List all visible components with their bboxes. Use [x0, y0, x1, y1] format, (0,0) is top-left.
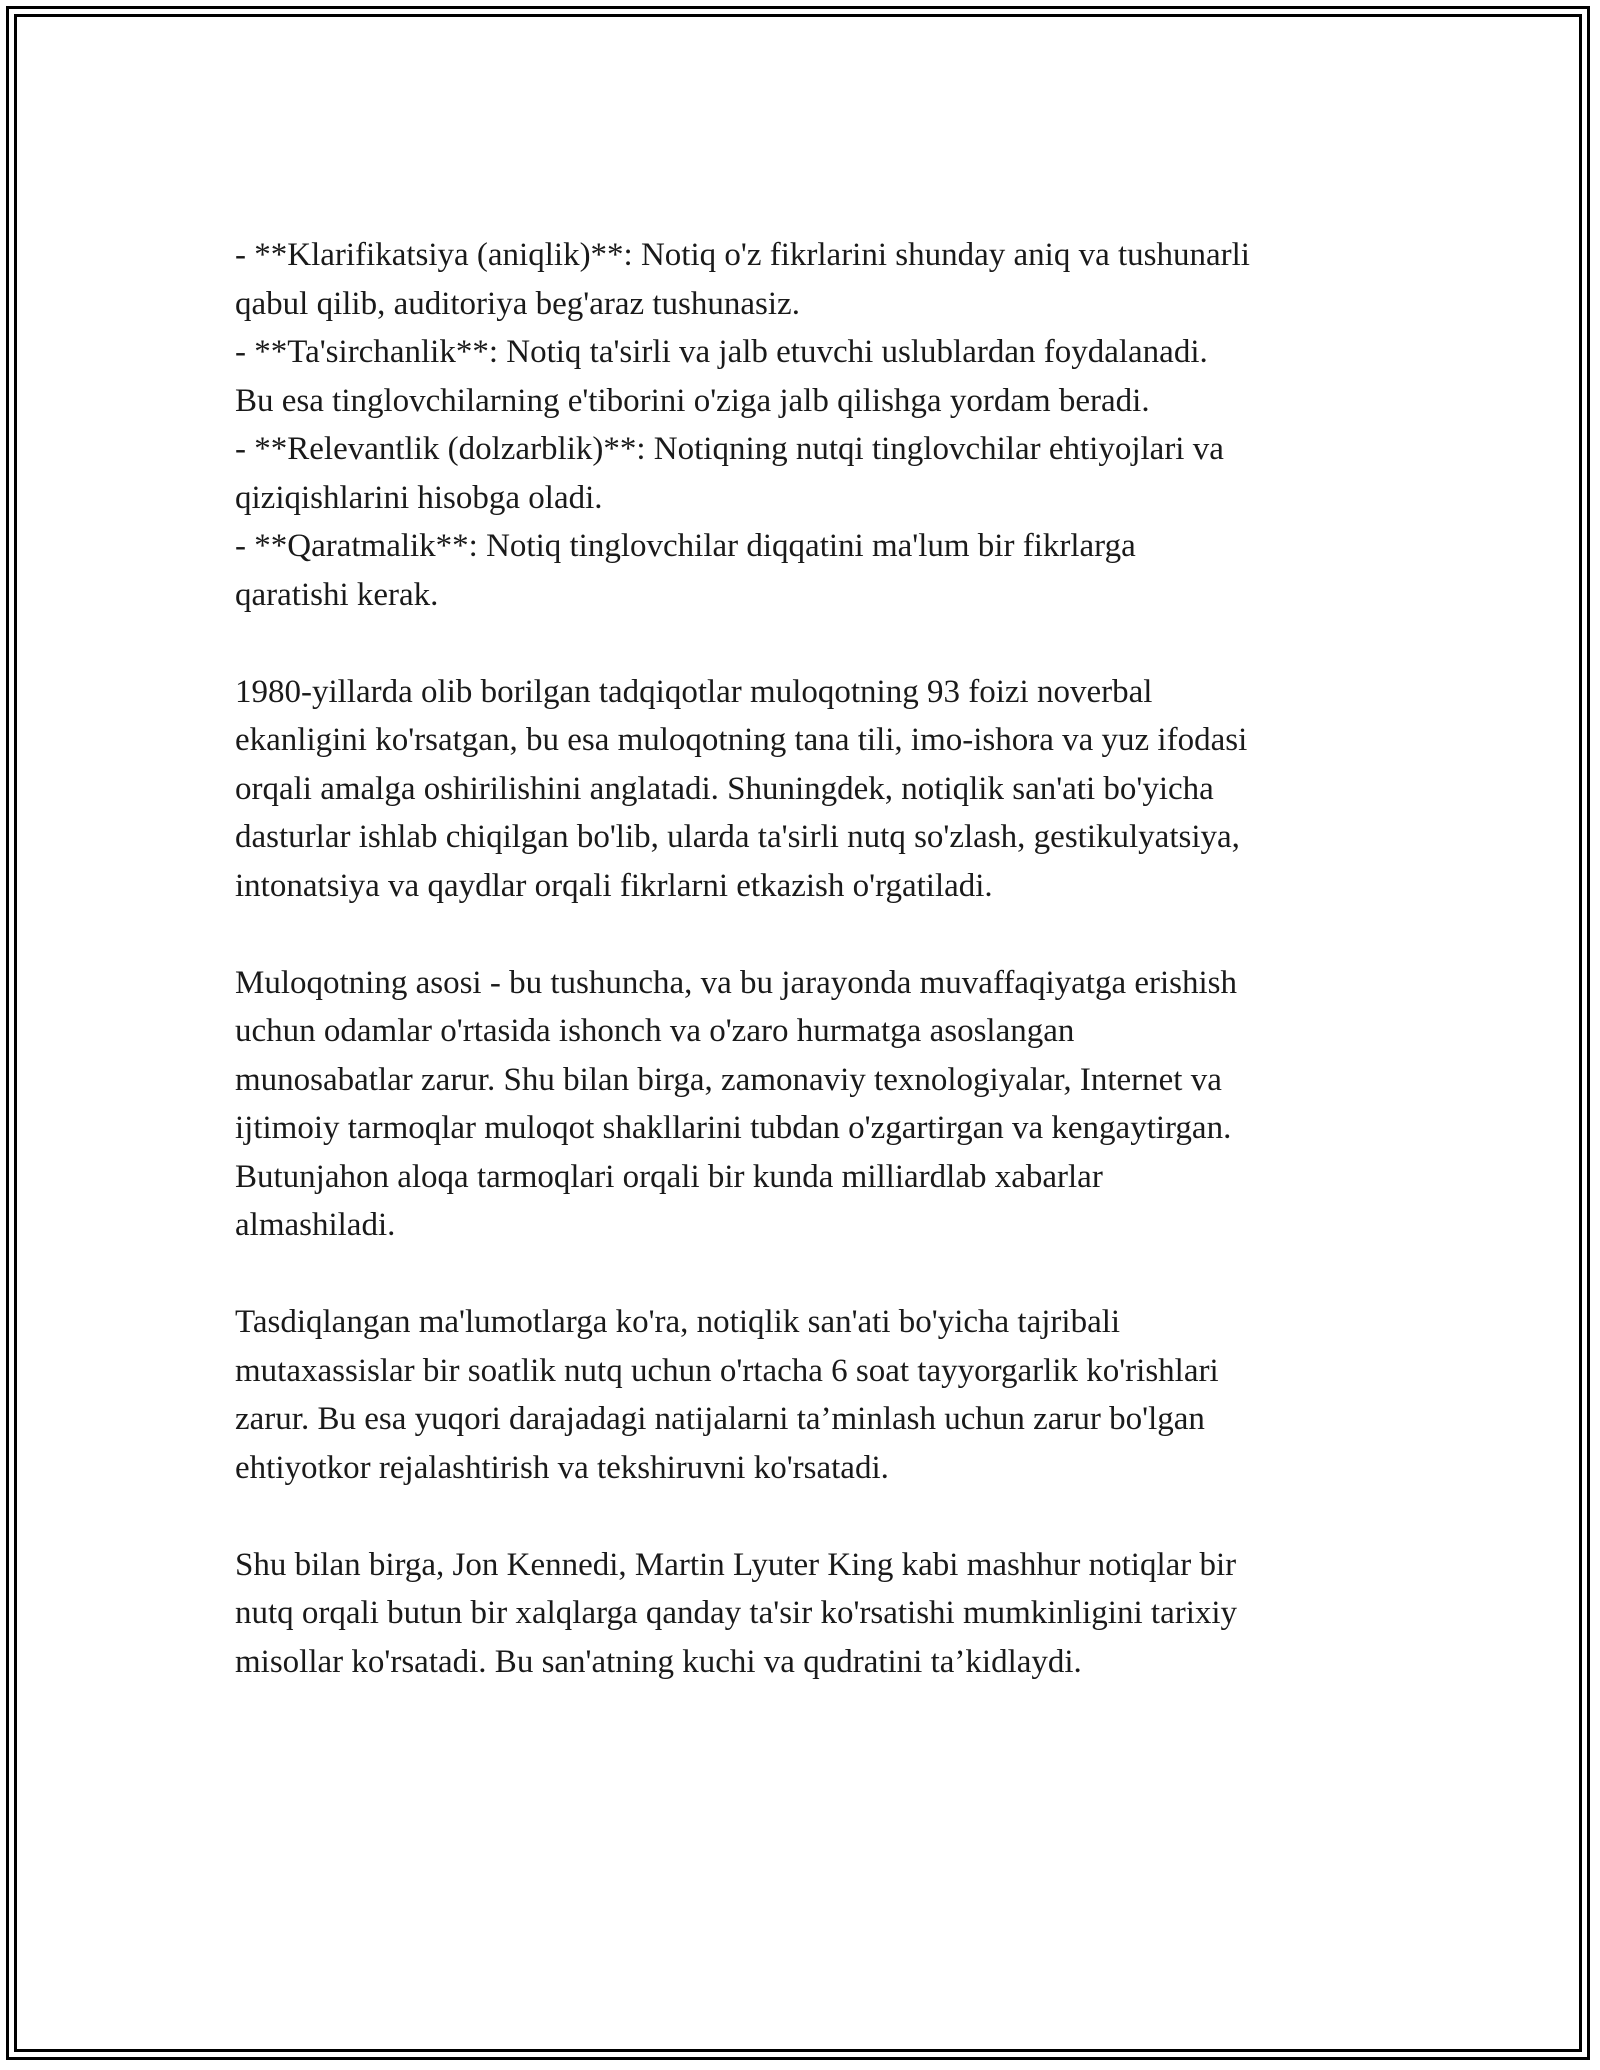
paragraph-line: dasturlar ishlab chiqilgan bo'lib, ularda ta'sirli nutq so'zlash, gestikulyatsiya, — [235, 819, 1240, 855]
paragraph-line: Butunjahon aloqa tarmoqlari orqali bir kunda milliardlab xabarlar — [235, 1158, 1103, 1195]
paragraph-line: almashiladi. — [235, 1207, 396, 1243]
paragraph-gap — [235, 1250, 1385, 1299]
paragraph-gap — [235, 910, 1385, 959]
paragraph-line: intonatsiya va qaydlar orqali fikrlarni etkazish o'rgatiladi. — [235, 867, 993, 904]
bullet-line: qabul qilib, auditoriya beg'araz tushunasiz. — [235, 285, 800, 322]
paragraph-gap — [235, 1492, 1385, 1541]
paragraph-line: nutq orqali butun bir xalqlarga qanday ta'sir ko'rsatishi mumkinligini tarixiy — [235, 1595, 1238, 1631]
bullet-list — [235, 231, 1385, 619]
paragraph — [235, 1298, 1385, 1492]
bullet-item — [235, 231, 1385, 328]
paragraph-line: zarur. Bu esa yuqori darajadagi natijalarni ta’minlash uchun zarur bo'lgan — [235, 1401, 1205, 1437]
bullet-item — [235, 425, 1385, 522]
paragraph-line: Shu bilan birga, Jon Kennedi, Martin Lyuter King kabi mashhur notiqlar bir — [235, 1546, 1237, 1583]
bullet-line: qiziqishlarini hisobga oladi. — [235, 479, 603, 516]
paragraph-line: mutaxassislar bir soatlik nutq uchun o'rtacha 6 soat tayyorgarlik ko'rishlari — [235, 1352, 1219, 1389]
paragraph-gap — [235, 619, 1385, 668]
paragraph — [235, 668, 1385, 911]
paragraph-line: ekanligini ko'rsatgan, bu esa muloqotning tana tili, imo-ishora va yuz ifodasi — [235, 722, 1248, 758]
bullet-line: - **Relevantlik (dolzarblik)**: Notiqning nutqi tinglovchilar ehtiyojlari va — [235, 431, 1224, 467]
bullet-item — [235, 328, 1385, 425]
bullet-line: - **Ta'sirchanlik**: Notiq ta'sirli va jalb etuvchi uslublardan foydalanadi. — [235, 334, 1208, 370]
document-body — [235, 231, 1385, 1686]
paragraph-line: Tasdiqlangan ma'lumotlarga ko'ra, notiqlik san'ati bo'yicha tajribali — [235, 1304, 1121, 1340]
paragraph-line: orqali amalga oshirilishini anglatadi. Shuningdek, notiqlik san'ati bo'yicha — [235, 770, 1214, 807]
paragraph — [235, 959, 1385, 1250]
paragraph-line: 1980-yillarda olib borilgan tadqiqotlar muloqotning 93 foizi noverbal — [235, 673, 1153, 710]
paragraph-line: munosabatlar zarur. Shu bilan birga, zamonaviy texnologiyalar, Internet va — [235, 1061, 1222, 1098]
bullet-line: - **Qaratmalik**: Notiq tinglovchilar diqqatini ma'lum bir fikrlarga — [235, 528, 1136, 564]
paragraph-line: Muloqotning asosi - bu tushuncha, va bu jarayonda muvaffaqiyatga erishish — [235, 964, 1238, 1001]
bullet-line: - **Klarifikatsiya (aniqlik)**: Notiq o'z fikrlarini shunday aniq va tushunarli — [235, 237, 1250, 273]
bullet-line: qaratishi kerak. — [235, 576, 439, 613]
bullet-line: Bu esa tinglovchilarning e'tiborini o'ziga jalb qilishga yordam beradi. — [235, 382, 1150, 419]
paragraph-line: misollar ko'rsatadi. Bu san'atning kuchi va qudratini ta’kidlaydi. — [235, 1643, 1082, 1680]
paragraph-line: uchun odamlar o'rtasida ishonch va o'zaro hurmatga asoslangan — [235, 1013, 1075, 1049]
paragraph-line: ehtiyotkor rejalashtirish va tekshiruvni ko'rsatadi. — [235, 1449, 889, 1486]
bullet-item — [235, 522, 1385, 619]
paragraph — [235, 1541, 1385, 1687]
paragraph-line: ijtimoiy tarmoqlar muloqot shakllarini tubdan o'zgartirgan va kengaytirgan. — [235, 1110, 1232, 1146]
